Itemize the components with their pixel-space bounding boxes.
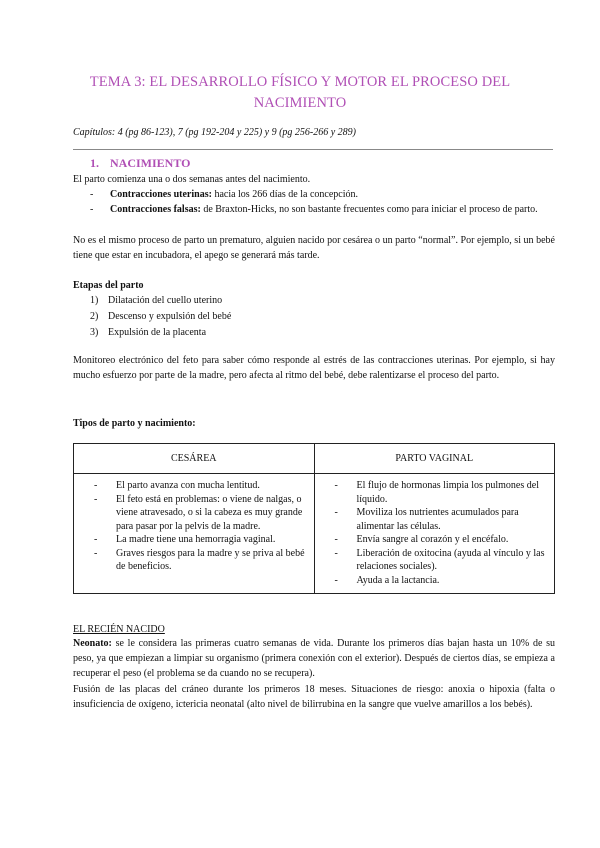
table-header-vaginal: PARTO VAGINAL: [314, 444, 555, 474]
types-heading: Tipos de parto y nacimiento:: [73, 418, 196, 429]
list-item: - Contracciones falsas: de Braxton-Hicks, no son bastante frecuentes como para iniciar el proceso de parto.: [90, 204, 538, 215]
fusion-paragraph: Fusión de las placas del cráneo durante los primeros 18 meses. Situaciones de riesgo: anoxia o hipoxia (falta o insuficiencia de oxígeno, ictericia neonatal (alto nivel de bilirrubina en la sangre que vuelve amarillos a los bebés).: [73, 684, 555, 710]
table-cell-cesarea: [74, 474, 315, 594]
birth-types-paragraph: No es el mismo proceso de parto un prematuro, alguien nacido por cesárea o un parto “normal”. Por ejemplo, si un bebé tiene que estar en incubadora, el apego se generará más tarde.: [73, 235, 555, 261]
list-item: 2) Descenso y expulsión del bebé: [90, 311, 232, 322]
list-item: - La madre tiene una hemorragia vaginal.: [94, 534, 276, 545]
list-item: - Moviliza los nutrientes acumulados para alimentar las células.: [334, 507, 519, 532]
title-line-1: TEMA 3: EL DESARROLLO FÍSICO Y MOTOR EL PROCESO DEL: [89, 74, 511, 90]
newborn-heading: EL RECIÉN NACIDO: [73, 624, 165, 635]
table-header-cesarea: CESÁREA: [74, 444, 315, 474]
list-item: 3) Expulsión de la placenta: [90, 327, 207, 338]
document-title: [70, 72, 530, 114]
section-number: 1.: [90, 156, 99, 170]
divider: [73, 149, 553, 150]
birth-types-table: [73, 443, 555, 594]
table-cell-vaginal: [314, 474, 555, 594]
list-item: - El parto avanza con mucha lentitud.: [94, 480, 260, 491]
list-item: - Liberación de oxitocina (ayuda al vínculo y las relaciones sociales).: [334, 547, 545, 572]
stages-heading: Etapas del parto: [73, 280, 144, 291]
monitoring-paragraph: Monitoreo electrónico del feto para saber cómo responde al estrés de las contracciones uterinas. Por ejemplo, si hay mucho esfuerzo por parte de la madre, pero afecta al ritmo del bebé, debe ralentizarse el proceso del parto.: [73, 355, 555, 381]
title-line-2: NACIMIENTO: [253, 95, 347, 111]
contractions-list: [90, 187, 555, 217]
neonate-paragraph: Neonato: se le considera las primeras cuatro semanas de vida. Durante los primeros días bajan hasta un 10% de su peso, ya que empiezan a limpiar su organismo (primera conexión con el exterior). Después de ciertos días, se empieza a recuperar el peso (el problema se da cuando no se recupera).: [73, 638, 555, 679]
list-item: - Contracciones uterinas: hacia los 266 días de la concepción.: [90, 189, 358, 200]
list-item: - El feto está en problemas: o viene de nalgas, o viene atravesado, o si la cabeza es muy grande para pasar por la pelvis de la madre.: [94, 493, 303, 532]
list-item: - Ayuda a la lactancia.: [334, 574, 440, 586]
chapters-reference: Capítulos: 4 (pg 86-123), 7 (pg 192-204 y 225) y 9 (pg 256-266 y 289): [73, 127, 357, 138]
section-heading-nacimiento: [90, 156, 190, 171]
intro-paragraph: El parto comienza una o dos semanas antes del nacimiento.: [73, 174, 311, 185]
list-item: - Envía sangre al corazón y el encéfalo.: [334, 534, 509, 545]
stages-list: [90, 293, 231, 341]
list-item: 1) Dilatación del cuello uterino: [90, 295, 223, 306]
list-item: - El flujo de hormonas limpia los pulmones del líquido.: [334, 480, 539, 505]
list-item: - Graves riesgos para la madre y se priva al bebé de beneficios.: [94, 547, 305, 572]
section-title: NACIMIENTO: [110, 156, 191, 170]
